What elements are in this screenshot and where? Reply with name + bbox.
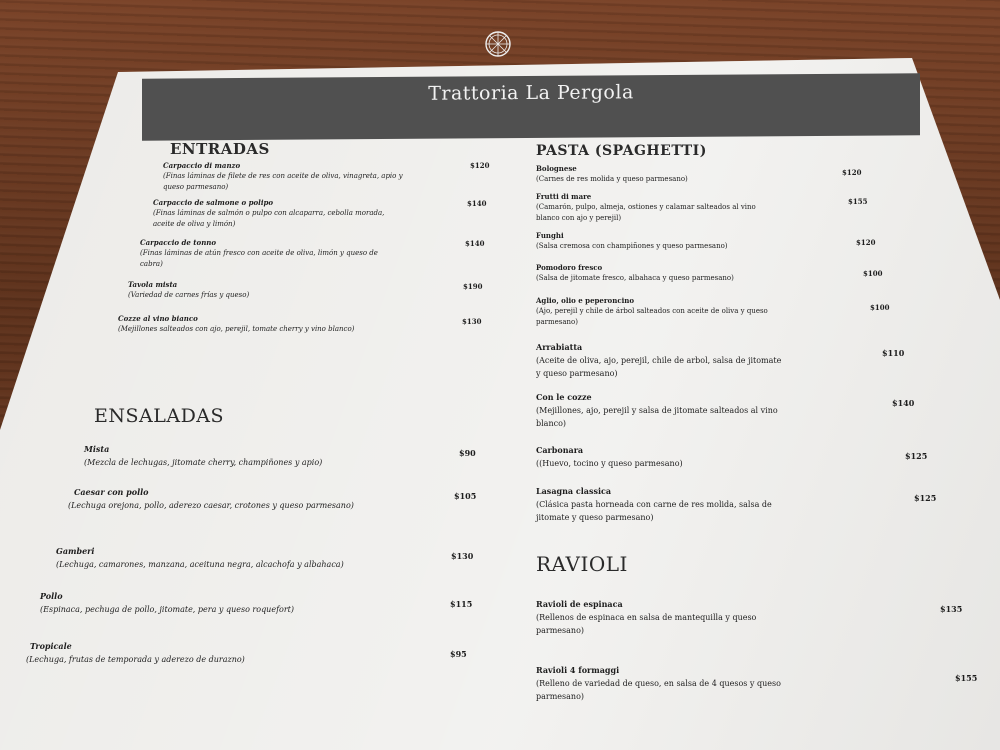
menu-item <box>84 443 384 469</box>
item-price: $100 <box>870 303 890 312</box>
item-price: $100 <box>863 269 883 278</box>
item-description: (Camarón, pulpo, almeja, ostiones y calamar salteados al vino blanco con ajo y perejil) <box>536 203 756 222</box>
item-price: $130 <box>462 317 482 326</box>
item-price: $105 <box>454 491 477 501</box>
item-price: $120 <box>842 168 862 177</box>
item-description: (Mezcla de lechugas, jitomate cherry, champiñones y apio) <box>84 458 323 467</box>
menu-item <box>536 163 796 185</box>
menu-item <box>536 391 786 430</box>
section-title-ravioli: RAVIOLI <box>536 552 628 576</box>
menu-item <box>536 230 796 252</box>
item-name: Pomodoro fresco <box>536 263 603 272</box>
item-price: $155 <box>955 673 978 683</box>
item-price: $140 <box>892 398 915 408</box>
item-name: Con le cozze <box>536 392 592 402</box>
item-description: (Ajo, perejil y chile de árbol salteados con aceite de oliva y queso parmesano) <box>536 307 768 326</box>
item-name: Carpaccio di manzo <box>163 161 241 170</box>
item-description: (Salsa cremosa con champiñones y queso parmesano) <box>536 242 728 250</box>
item-description: (Espinaca, pechuga de pollo, jitomate, pera y queso roquefort) <box>40 605 295 614</box>
item-name: Arrabiatta <box>536 342 583 352</box>
item-name: Ravioli de espinaca <box>536 599 623 609</box>
menu-item <box>128 279 408 301</box>
item-name: Gamberi <box>56 546 95 556</box>
item-description: ((Huevo, tocino y queso parmesano) <box>536 459 683 468</box>
item-name: Aglio, olio e peperoncino <box>536 296 634 305</box>
item-name: Caesar con pollo <box>74 487 149 497</box>
item-description: (Finas láminas de atún fresco con aceite de oliva, limón y queso de cabra) <box>140 249 378 268</box>
menu-item <box>536 262 796 284</box>
item-price: $190 <box>463 282 483 291</box>
item-description: (Relleno de variedad de queso, en salsa de 4 quesos y queso parmesano) <box>536 679 781 701</box>
item-description: (Salsa de jitomate fresco, albahaca y queso parmesano) <box>536 274 734 282</box>
item-description: (Lechuga, frutas de temporada y aderezo de durazno) <box>26 655 245 664</box>
menu-item <box>536 444 786 470</box>
menu-item <box>536 295 776 328</box>
item-name: Bolognese <box>536 164 577 173</box>
item-description: (Clásica pasta horneada con carne de res molida, salsa de jitomate y queso parmesano) <box>536 500 772 522</box>
menu-item <box>536 485 791 524</box>
item-name: Frutti di mare <box>536 192 592 201</box>
item-name: Carpaccio de salmone o polipo <box>153 198 274 207</box>
item-description: (Rellenos de espinaca en salsa de mantequilla y queso parmesano) <box>536 613 757 635</box>
menu-item <box>536 191 766 224</box>
menu-item <box>140 237 390 270</box>
item-price: $130 <box>451 551 474 561</box>
menu-item <box>153 197 393 230</box>
item-price: $115 <box>450 599 473 609</box>
item-price: $125 <box>914 493 937 503</box>
item-description: (Mejillones salteados con ajo, perejil, tomate cherry y vino blanco) <box>118 325 355 333</box>
item-name: Ravioli 4 formaggi <box>536 665 620 675</box>
item-price: $140 <box>465 239 485 248</box>
section-title-ensaladas: ENSALADAS <box>94 405 225 427</box>
menu-item <box>56 545 396 571</box>
item-description: (Carnes de res molida y queso parmesano) <box>536 175 688 183</box>
item-description: (Mejillones, ajo, perejil y salsa de jitomate salteados al vino blanco) <box>536 406 778 428</box>
item-name: Carpaccio de tonno <box>140 238 217 247</box>
menu-item <box>68 486 358 512</box>
item-price: $140 <box>467 199 487 208</box>
item-price: $120 <box>856 238 876 247</box>
section-title-entradas: ENTRADAS <box>170 140 270 158</box>
item-price: $155 <box>848 197 868 206</box>
menu-item <box>40 590 360 616</box>
item-name: Tavola mista <box>128 280 178 289</box>
item-description: (Lechuga, camarones, manzana, aceituna negra, alcachofa y albahaca) <box>56 560 344 569</box>
item-description: (Aceite de oliva, ajo, perejil, chile de arbol, salsa de jitomate y queso parmesano) <box>536 356 782 378</box>
item-name: Lasagna classica <box>536 486 612 496</box>
menu-header-band <box>142 73 920 140</box>
item-name: Funghi <box>536 231 564 240</box>
item-description: (Variedad de carnes frías y queso) <box>128 291 250 299</box>
pizza-logo-icon <box>484 30 512 58</box>
item-price: $110 <box>882 348 905 358</box>
restaurant-name: Trattoria La Pergola <box>428 81 634 105</box>
item-price: $125 <box>905 451 928 461</box>
menu-item <box>536 598 796 637</box>
menu-item <box>536 664 826 703</box>
item-name: Mista <box>84 444 110 454</box>
item-price: $95 <box>450 649 467 659</box>
menu-item <box>118 313 418 335</box>
item-description: (Finas láminas de salmón o pulpo con alcaparra, cebolla morada, aceite de oliva y limón) <box>153 209 385 228</box>
item-price: $120 <box>470 161 490 170</box>
item-name: Pollo <box>40 591 63 601</box>
menu-item <box>163 160 403 193</box>
item-description: (Finas láminas de filete de res con aceite de oliva, vinagreta, apio y queso parmesano) <box>163 172 403 191</box>
menu-item <box>536 341 786 380</box>
item-name: Carbonara <box>536 445 584 455</box>
menu-item <box>26 640 326 666</box>
item-name: Cozze al vino bianco <box>118 314 198 323</box>
item-name: Tropicale <box>30 641 72 651</box>
item-price: $135 <box>940 604 963 614</box>
section-title-pasta: PASTA (SPAGHETTI) <box>536 143 707 159</box>
item-description: (Lechuga orejona, pollo, aderezo caesar, crotones y queso parmesano) <box>68 501 354 510</box>
item-price: $90 <box>459 448 476 458</box>
